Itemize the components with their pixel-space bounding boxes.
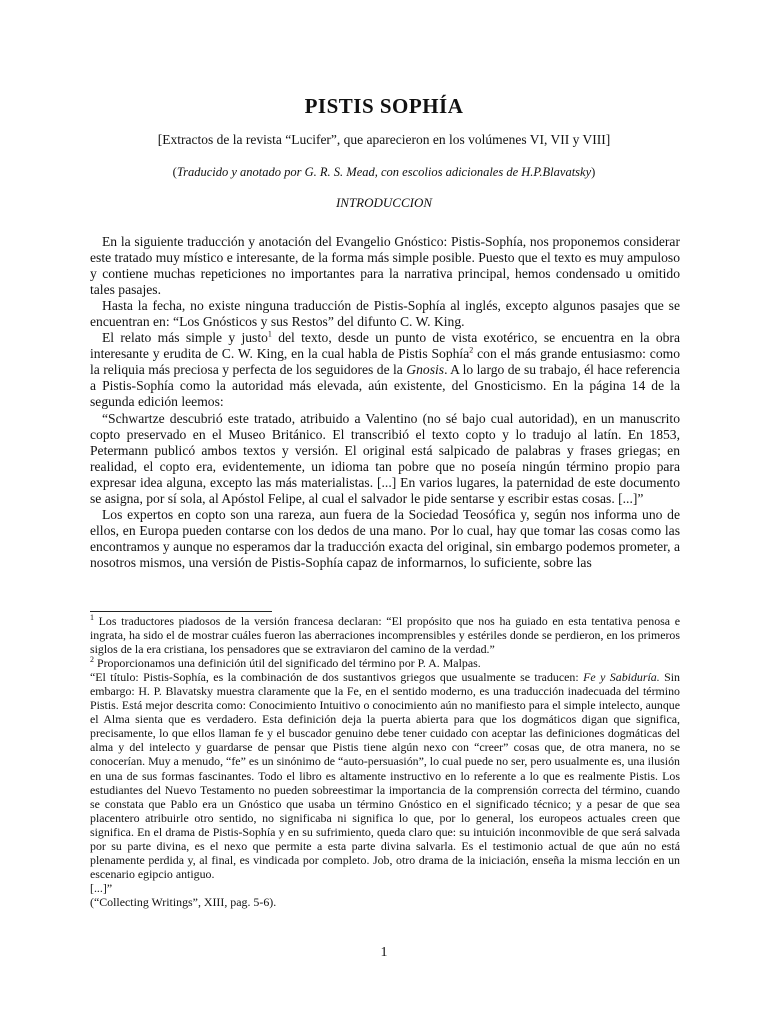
section-heading: INTRODUCCION — [335, 195, 433, 210]
footnote-1 — [90, 614, 680, 656]
footnote-2-quote-emphasis: Fe y Sabiduría. — [583, 670, 660, 685]
paragraph-5: Los expertos en copto son una rareza, aun fuera de la Sociedad Teosófica y, según nos informa uno de ellos, en Europa pueden contarse con los dedos de una mano. Por lo cual, hay que tomar las cosas como las encontramos y aunque no esperamos dar la traducción exacta del original, sin embargo podemos prometer, a nosotros mismos, una versión de Pistis-Sophía capaz de informarnos, lo suficiente, sobre las — [90, 506, 680, 570]
paragraph-1: En la siguiente traducción y anotación del Evangelio Gnóstico: Pistis-Sophía, nos proponemos considerar este tratado muy místico e interesante, de la forma más simple posible. Puesto que el texto es muy ampuloso y contiene muchas repeticiones no importantes para la narrativa principal, hemos condensado u omitido tales pasajes. — [90, 234, 680, 298]
paragraph-4-quote: “Schwartze descubrió este tratado, atribuido a Valentino (no sé bajo cual autoridad), en un manuscrito copto preservado en el Museo Británico. El transcribió el texto copto y lo tradujo al latín. En 1853, Petermann publicó ambos textos y versión. El original está salpicado de palabras y frases griegas; en realidad, el copto era, evidentemente, un idioma tan pobre que no poseía ningún término propio para expresar idea alguna, excepto las más materialistas. [...] En varios lugares, la paternidad de este documento se asigna, por sí sola, al Apóstol Felipe, al cual el salvador le pide sentarse y escribir estas cosas. [...]” — [90, 410, 680, 506]
translator-text: Traducido y anotado por G. R. S. Mead, con escolios adicionales de H.P.Blavatsky — [176, 165, 592, 179]
footnote-2-text: Proporcionamos una definición útil del significado del término por P. A. Malpas. — [94, 656, 481, 671]
footnote-2 — [90, 656, 680, 670]
paragraph-3-part-a: El relato más simple y justo — [102, 330, 268, 346]
paragraph-3-part-b: del texto, desde un punto de vista exotérico, se encuentra en la obra interesante y erudita de C. W. King, en la cual habla de Pistis Sophía — [90, 330, 680, 362]
translator-credit — [0, 165, 768, 180]
footnote-ref-2[interactable]: 2 — [469, 345, 474, 355]
translator-open-paren: ( — [172, 165, 177, 179]
paragraph-3 — [90, 330, 680, 410]
body-text — [90, 234, 680, 571]
document-subtitle: [Extractos de la revista “Lucifer”, que aparecieron en los volúmenes VI, VII y VIII] — [157, 132, 611, 147]
paragraph-3-part-d: . A lo largo de su trabajo, él hace referencia a Pistis-Sophía como la autoridad más elevada, aún existente, del Gnosticismo. En la página 14 de la segunda edición leemos: — [90, 362, 680, 410]
document-title: PISTIS SOPHÍA — [304, 94, 464, 118]
footnote-ref-1[interactable]: 1 — [267, 329, 272, 339]
footnotes — [90, 614, 680, 909]
footnote-2-quote-b: Sin embargo: H. P. Blavatsky muestra claramente que la Fe, en el sentido moderno, es una traducción inadecuada del término Pistis. Está mejor descrita como: Conocimiento Intuitivo o conocimiento aún no manifiesto para el simple intelecto, aunque el Alma sienta que es verdadero. Esta definición deja la puerta abierta para que los dogmáticos digan que significa, precisamente, lo que ellos llaman fe y el buscador genuino debe tener cuidado con aceptar las definiciones dogmáticas del alma y del intelecto y guardarse de pensar que Pistis tiene algún nexo con “creer” cosas que, de otra manera, no se conocerían. Muy a menudo, “fe” es un sinónimo de “auto-persuasión”, lo cual puede no ser, pero usualmente es, una ilusión en una de sus formas fascinantes. Todo el libro es altamente instructivo en lo referente a lo que es realmente Pistis. Los estudiantes del Nuevo Testamento no pueden sobreestimar la importancia de la comprensión correcta del término, cuando se constata que Pablo era un Gnóstico que usaba un término Gnóstico en el significado técnico; y a pesar de que sea placentero atribuirle otro sentido, no significaba ni significa lo que, por lo general, los europeos actuales creen que significa. En el drama de Pistis-Sophía y en su sufrimiento, queda claro que: su intuición inconmovible de que será salvada por su parte divina, es el nexo que permite a esta parte divina salvarla. Es el testimonio actual de que aún no está plenamente perdida y, al final, es vindicada por completo. Job, otro drama de la iniciación, enseña la misma lección en un escenario egipcio antiguo. — [90, 670, 680, 881]
translator-close-paren: ) — [591, 165, 596, 179]
footnote-2-number: 2 — [90, 655, 94, 665]
paragraph-3-part-c: con el más grande entusiasmo: como la reliquia más preciosa y perfecta de los seguidores de la — [90, 346, 680, 378]
footnote-1-text: Los traductores piadosos de la versión francesa declaran: “El propósito que nos ha guiado en esta tentativa penosa e ingrata, ha sido el de mostrar cuáles fueron las aberraciones incomprensibles y estériles donde se perdieron, en los primeros siglos de la era cristiana, los pensadores que se extraviaron del camino de la verdad.” — [90, 614, 680, 657]
paragraph-2: Hasta la fecha, no existe ninguna traducción de Pistis-Sophía al inglés, excepto algunos pasajes que se encuentran en: “Los Gnósticos y sus Restos” del difunto C. W. King. — [90, 298, 680, 330]
footnote-divider — [90, 611, 272, 612]
footnote-2-quote — [90, 670, 680, 881]
footnote-1-number: 1 — [90, 613, 94, 623]
gnosis-term: Gnosis — [406, 362, 445, 378]
footnote-2-quote-a: “El título: Pistis-Sophía, es la combinación de dos sustantivos griegos que usualmente se traducen: — [90, 670, 584, 685]
footnote-2-source: (“Collecting Writings”, XIII, pag. 5-6). — [90, 894, 277, 909]
page-number: 1 — [380, 945, 388, 960]
footnote-2-ellipsis: [...]” — [90, 880, 113, 895]
